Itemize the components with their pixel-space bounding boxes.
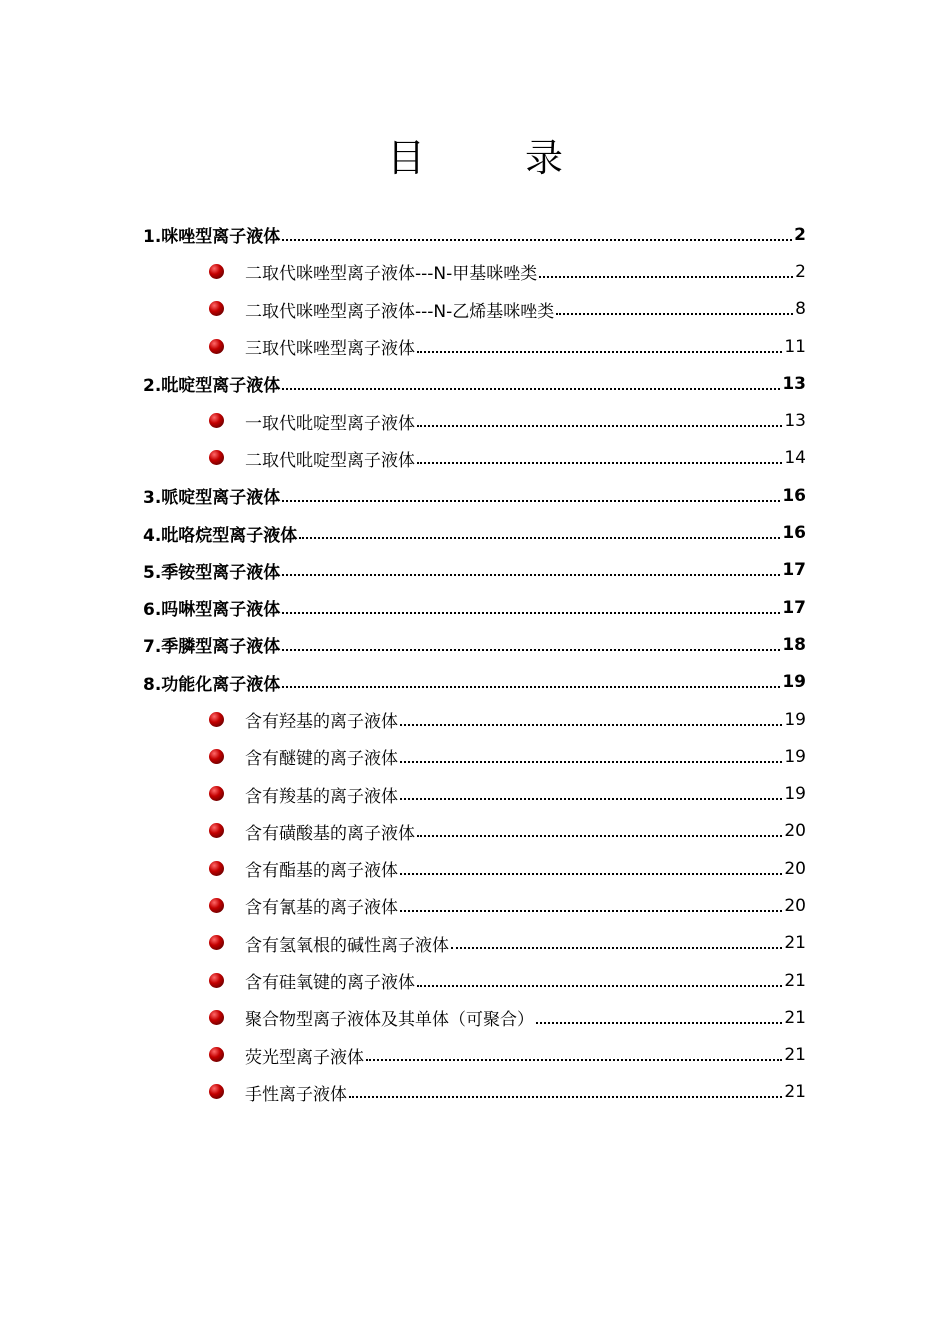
toc-entry-page-number: 2 <box>794 224 806 245</box>
bullet-icon <box>209 712 224 727</box>
toc-entry-page-number: 17 <box>782 560 806 581</box>
dot-leader <box>400 798 782 800</box>
toc-entry-label: 含有氢氧根的碱性离子液体 <box>245 935 449 956</box>
toc-entry-page-number: 17 <box>782 597 806 618</box>
toc-entry-label: 7.季膦型离子液体 <box>143 637 281 658</box>
toc-entry-page-number: 2 <box>795 261 806 282</box>
toc-entry[interactable] <box>143 253 806 290</box>
toc-entry[interactable] <box>143 962 806 999</box>
dot-leader <box>536 1022 782 1024</box>
bullet-icon <box>209 861 224 876</box>
toc-entry[interactable] <box>143 477 806 514</box>
toc-entry[interactable] <box>143 738 806 775</box>
bullet-icon <box>209 823 224 838</box>
toc-entry-label: 二取代咪唑型离子液体---N-甲基咪唑类 <box>245 264 538 285</box>
toc-entry-label: 含有氰基的离子液体 <box>245 898 398 919</box>
dot-leader <box>556 313 793 315</box>
toc-entry-page-number: 21 <box>784 1082 806 1103</box>
toc-entry-page-number: 21 <box>784 1045 806 1066</box>
toc-entry[interactable] <box>143 813 806 850</box>
toc-entry-page-number: 21 <box>784 970 806 991</box>
toc-entry-page-number: 16 <box>782 485 806 506</box>
toc-entry-label: 荧光型离子液体 <box>245 1047 364 1068</box>
bullet-icon <box>209 264 224 279</box>
toc-entry[interactable] <box>143 291 806 328</box>
toc-entry-page-number: 13 <box>782 373 806 394</box>
bullet-icon <box>209 339 224 354</box>
dot-leader <box>400 724 782 726</box>
page-title: 目 录 <box>386 136 608 181</box>
toc-entry-page-number: 19 <box>784 784 806 805</box>
toc-entry-page-number: 11 <box>784 336 806 357</box>
dot-leader <box>282 239 792 241</box>
toc-entry[interactable] <box>143 999 806 1036</box>
toc-entry-label: 一取代吡啶型离子液体 <box>245 413 415 434</box>
dot-leader <box>282 612 780 614</box>
toc-entry[interactable] <box>143 402 806 439</box>
bullet-icon <box>209 898 224 913</box>
dot-leader <box>417 835 782 837</box>
toc-entry-page-number: 13 <box>784 411 806 432</box>
dot-leader <box>282 649 780 651</box>
dot-leader <box>417 425 782 427</box>
toc-entry-label: 含有酯基的离子液体 <box>245 861 398 882</box>
bullet-icon <box>209 749 224 764</box>
bullet-icon <box>209 935 224 950</box>
toc-entry-label: 含有羧基的离子液体 <box>245 786 398 807</box>
toc-entry-page-number: 21 <box>784 933 806 954</box>
toc-entry-label: 手性离子液体 <box>245 1084 347 1105</box>
toc-entry-label: 1.咪唑型离子液体 <box>143 227 281 248</box>
toc-entry-page-number: 19 <box>784 709 806 730</box>
dot-leader <box>400 910 782 912</box>
toc-entry[interactable] <box>143 664 806 701</box>
toc-entry-page-number: 20 <box>784 858 806 879</box>
dot-leader <box>282 574 780 576</box>
toc-entry-label: 5.季铵型离子液体 <box>143 562 281 583</box>
toc-entry[interactable] <box>143 701 806 738</box>
toc-entry-label: 2.吡啶型离子液体 <box>143 376 281 397</box>
toc-entry-label: 含有磺酸基的离子液体 <box>245 823 415 844</box>
toc-entry[interactable] <box>143 1074 806 1111</box>
dot-leader <box>366 1059 782 1061</box>
dot-leader <box>400 761 782 763</box>
dot-leader <box>400 873 782 875</box>
toc-entry-page-number: 19 <box>782 672 806 693</box>
bullet-icon <box>209 1084 224 1099</box>
toc-entry-label: 聚合物型离子液体及其单体（可聚合） <box>245 1010 534 1031</box>
toc-entry[interactable] <box>143 626 806 663</box>
toc-entry-label: 含有硅氧键的离子液体 <box>245 973 415 994</box>
toc-entry[interactable] <box>143 1037 806 1074</box>
toc-entry-label: 6.吗啉型离子液体 <box>143 600 281 621</box>
toc-entry[interactable] <box>143 365 806 402</box>
toc-entry-page-number: 19 <box>784 746 806 767</box>
table-of-contents <box>143 216 806 1111</box>
dot-leader <box>282 686 780 688</box>
toc-entry[interactable] <box>143 514 806 551</box>
toc-entry-label: 含有醚键的离子液体 <box>245 749 398 770</box>
dot-leader <box>349 1096 782 1098</box>
dot-leader <box>451 947 782 949</box>
toc-entry[interactable] <box>143 440 806 477</box>
toc-entry-label: 二取代吡啶型离子液体 <box>245 450 415 471</box>
toc-entry-label: 三取代咪唑型离子液体 <box>245 339 415 360</box>
bullet-icon <box>209 413 224 428</box>
dot-leader <box>282 388 780 390</box>
toc-entry[interactable] <box>143 552 806 589</box>
toc-entry[interactable] <box>143 216 806 253</box>
toc-entry-page-number: 16 <box>782 523 806 544</box>
toc-entry-label: 含有羟基的离子液体 <box>245 712 398 732</box>
toc-entry[interactable] <box>143 850 806 887</box>
dot-leader <box>299 537 780 539</box>
toc-entry[interactable] <box>143 925 806 962</box>
bullet-icon <box>209 1010 224 1025</box>
toc-entry-page-number: 20 <box>784 821 806 842</box>
bullet-icon <box>209 786 224 801</box>
dot-leader <box>282 500 780 502</box>
toc-entry-label: 二取代咪唑型离子液体---N-乙烯基咪唑类 <box>245 301 555 322</box>
toc-entry[interactable] <box>143 328 806 365</box>
toc-entry-page-number: 20 <box>784 895 806 916</box>
bullet-icon <box>209 301 224 316</box>
toc-entry[interactable] <box>143 887 806 924</box>
toc-entry[interactable] <box>143 775 806 812</box>
toc-entry[interactable] <box>143 589 806 626</box>
toc-entry-page-number: 21 <box>784 1007 806 1028</box>
dot-leader <box>417 985 782 987</box>
bullet-icon <box>209 973 224 988</box>
toc-entry-page-number: 14 <box>784 448 806 469</box>
dot-leader <box>417 462 782 464</box>
dot-leader <box>417 351 782 353</box>
toc-entry-label: 4.吡咯烷型离子液体 <box>143 525 298 546</box>
toc-entry-page-number: 18 <box>782 634 806 655</box>
dot-leader <box>539 276 793 278</box>
toc-entry-label: 8.功能化离子液体 <box>143 674 281 695</box>
toc-entry-page-number: 8 <box>795 299 806 320</box>
toc-entry-label: 3.哌啶型离子液体 <box>143 488 281 509</box>
bullet-icon <box>209 1047 224 1062</box>
bullet-icon <box>209 450 224 465</box>
